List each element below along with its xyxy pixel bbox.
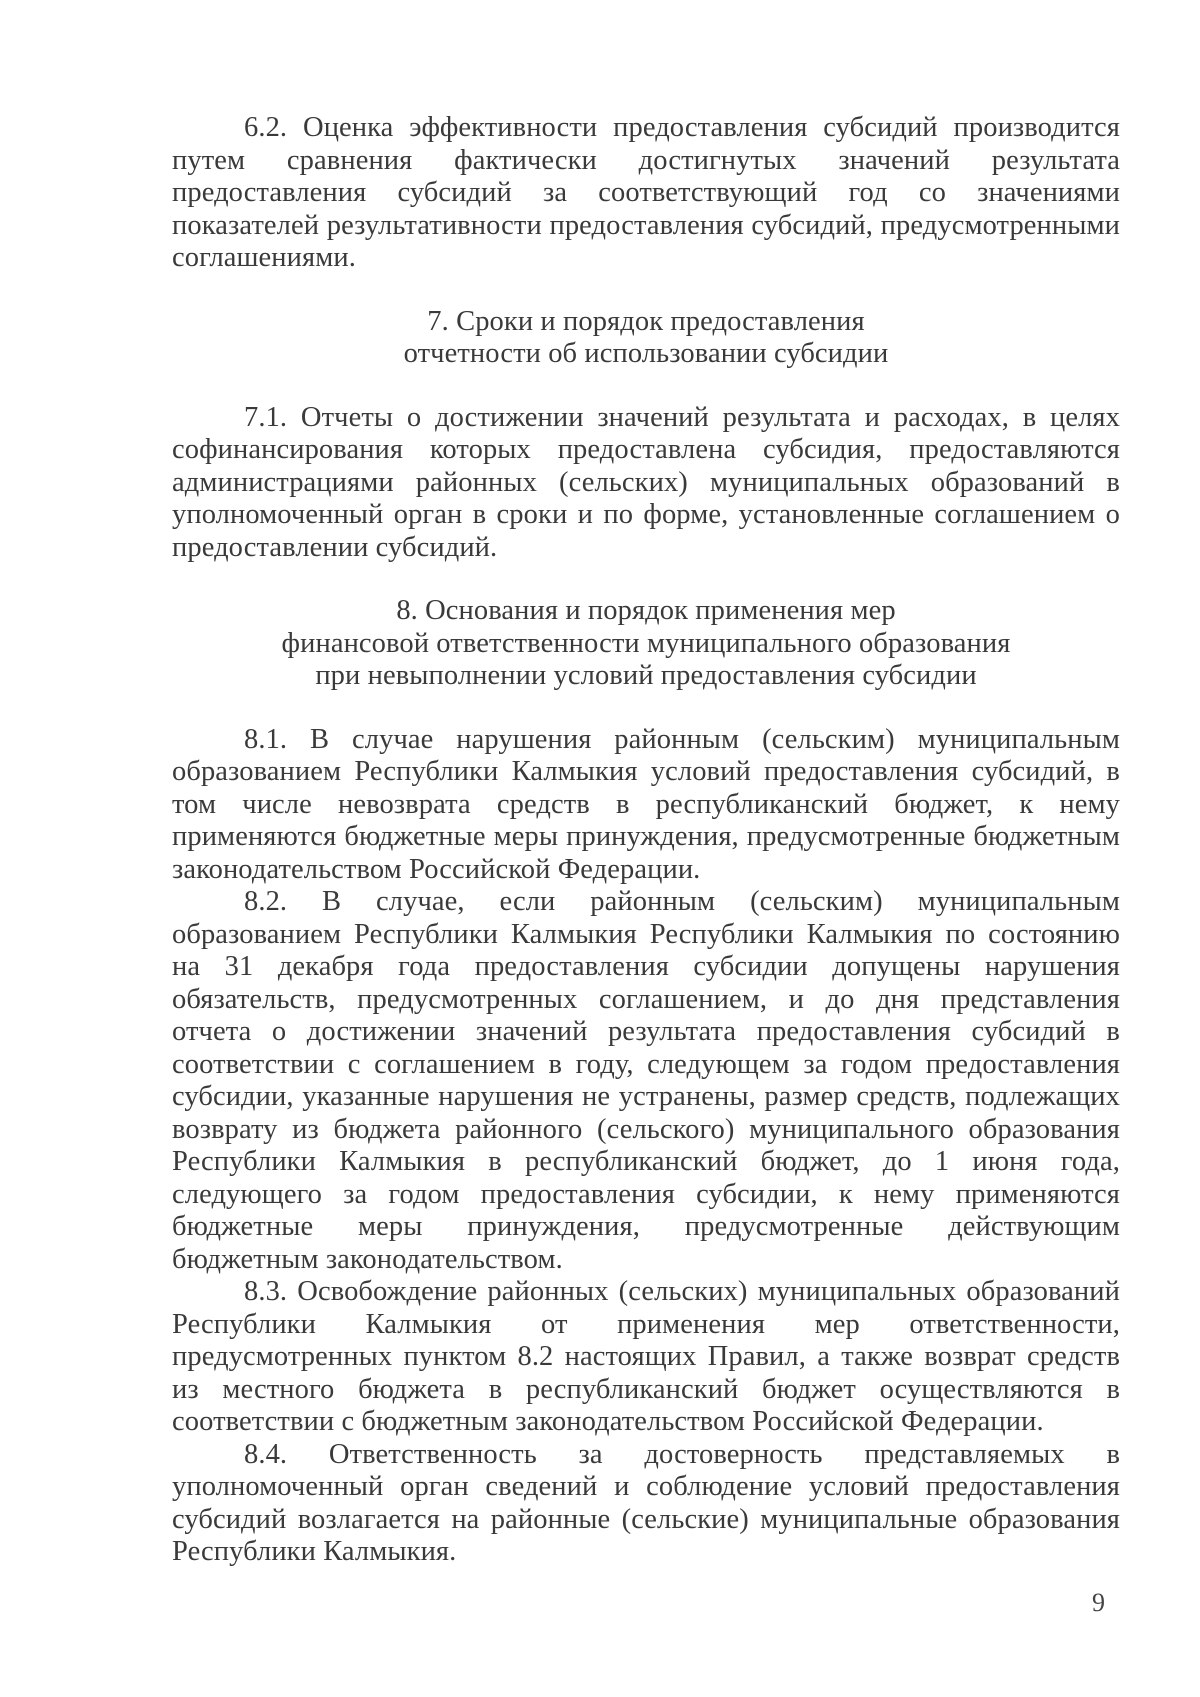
spacer	[172, 564, 1120, 595]
page-number: 9	[1092, 1588, 1105, 1617]
paragraph-8-2: 8.2. В случае, если районным (сельским) муниципальным образованием Республики Калмыкия Республики Калмыкия по состоянию на 31 декабря года предоставления субсидии допущены нарушения обязательств, предусмотренных соглашением, и до дня представления отчета о достижении значений результата предоставления субсидий в соответствии с соглашением в году, следующем за годом предоставления субсидии, указанные нарушения не устранены, размер средств, подлежащих возврату из бюджета районного (сельского) муниципального образования Республики Калмыкия в республиканский бюджет, до 1 июня года, следующего за годом предоставления субсидии, к нему применяются бюджетные меры принуждения, предусмотренные действующим бюджетным законодательством.	[172, 886, 1120, 1275]
paragraph-6-2: 6.2. Оценка эффективности предоставления субсидий производится путем сравнения фактически достигнутых значений результата предоставления субсидий за соответствующий год со значениями показателей результативности предоставления субсидий, предусмотренными соглашениями.	[172, 112, 1120, 273]
spacer	[172, 275, 1120, 306]
section-8-heading	[172, 595, 1120, 693]
section-7-heading	[172, 306, 1120, 371]
section-7-heading-line-1: 7. Сроки и порядок предоставления	[427, 305, 865, 337]
section-8-heading-line-2: финансовой ответственности муниципального образования	[281, 627, 1011, 659]
document-page	[172, 112, 1120, 1569]
section-8-heading-line-1: 8. Основания и порядок применения мер	[396, 595, 896, 626]
paragraph-8-3: 8.3. Освобождение районных (сельских) муниципальных образований Республики Калмыкия от применения мер ответственности, предусмотренных пунктом 8.2 настоящих Правил, а также возврат средств из местного бюджета в республиканский бюджет осуществляются в соответствии с бюджетным законодательством Российской Федерации.	[172, 1276, 1120, 1437]
paragraph-7-1: 7.1. Отчеты о достижении значений результата и расходах, в целях софинансирования которых предоставлена субсидия, предоставляются администрациями районных (сельских) муниципальных образований в уполномоченный орган в сроки и по форме, установленные соглашением о предоставлении субсидий.	[172, 401, 1120, 563]
spacer	[172, 693, 1120, 724]
section-7-heading-line-2: отчетности об использовании субсидии	[403, 338, 889, 369]
spacer	[172, 371, 1120, 402]
paragraph-8-4: 8.4. Ответственность за достоверность представляемых в уполномоченный орган сведений и соблюдение условий предоставления субсидий возлагается на районные (сельские) муниципальные образования Республики Калмыкия.	[172, 1438, 1120, 1567]
paragraph-8-1: 8.1. В случае нарушения районным (сельским) муниципальным образованием Республики Калмыкия условий предоставления субсидий, в том числе невозврата средств в республиканский бюджет, к нему применяются бюджетные меры принуждения, предусмотренные бюджетным законодательством Российской Федерации.	[172, 723, 1120, 885]
section-8-heading-line-3: при невыполнении условий предоставления субсидии	[315, 660, 977, 691]
